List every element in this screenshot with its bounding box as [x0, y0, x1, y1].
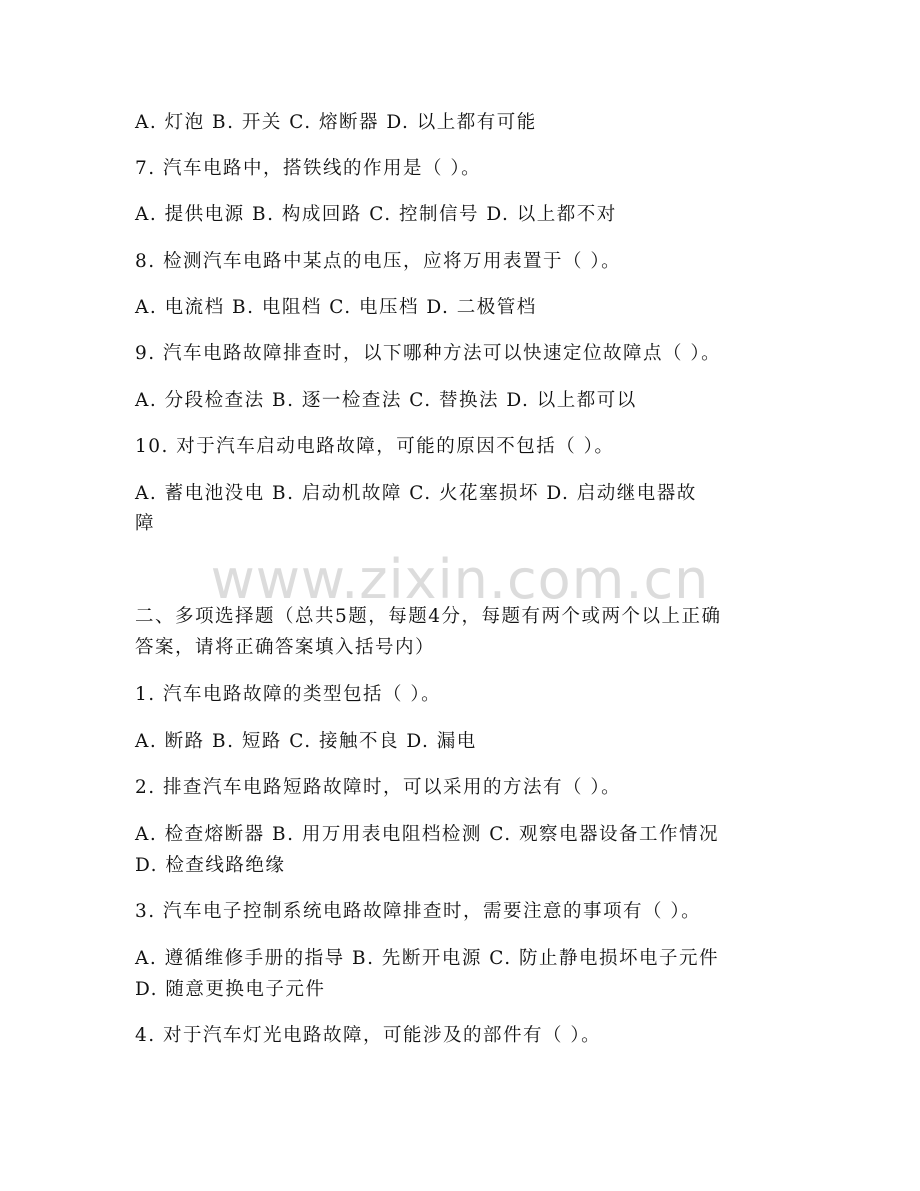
watermark: www.zixin.com.cn: [210, 548, 710, 611]
mq1-options: A. 断路 B. 短路 C. 接触不良 D. 漏电: [135, 731, 477, 752]
mq3-options: A. 遵循维修手册的指导 B. 先断开电源 C. 防止静电损坏电子元件: [135, 948, 719, 969]
q9-options: A. 分段检查法 B. 逐一检查法 C. 替换法 D. 以上都可以: [135, 390, 637, 411]
q7-options: A. 提供电源 B. 构成回路 C. 控制信号 D. 以上都不对: [135, 204, 617, 225]
q6-options: A. 灯泡 B. 开关 C. 熔断器 D. 以上都有可能: [135, 112, 537, 133]
section-heading-continued: 答案，请将正确答案填入括号内）: [135, 637, 436, 658]
mq3-options-continued: D. 随意更换电子元件: [135, 979, 326, 1000]
q8-question: 8. 检测汽车电路中某点的电压，应将万用表置于（ ）。: [135, 251, 622, 272]
section-heading: 二、多项选择题（总共5题，每题4分，每题有两个或两个以上正确: [135, 606, 722, 627]
mq3-question: 3. 汽车电子控制系统电路故障排查时，需要注意的事项有（ ）。: [135, 901, 702, 922]
q8-options: A. 电流档 B. 电阻档 C. 电压档 D. 二极管档: [135, 297, 537, 318]
mq2-question: 2. 排查汽车电路短路故障时，可以采用的方法有（ ）。: [135, 777, 622, 798]
mq2-options: A. 检查熔断器 B. 用万用表电阻档检测 C. 观察电器设备工作情况: [135, 824, 719, 845]
q10-question: 10. 对于汽车启动电路故障，可能的原因不包括（ ）。: [135, 436, 615, 457]
mq1-question: 1. 汽车电路故障的类型包括（ ）。: [135, 684, 442, 705]
mq2-options-continued: D. 检查线路绝缘: [135, 855, 286, 876]
mq4-question: 4. 对于汽车灯光电路故障，可能涉及的部件有（ ）。: [135, 1025, 602, 1046]
q10-options: A. 蓄电池没电 B. 启动机故障 C. 火花塞损坏 D. 启动继电器故: [135, 483, 697, 504]
q10-options-continued: 障: [135, 513, 156, 534]
q9-question: 9. 汽车电路故障排查时，以下哪种方法可以快速定位故障点（ ）。: [135, 343, 722, 364]
q7-question: 7. 汽车电路中，搭铁线的作用是（ ）。: [135, 158, 482, 179]
